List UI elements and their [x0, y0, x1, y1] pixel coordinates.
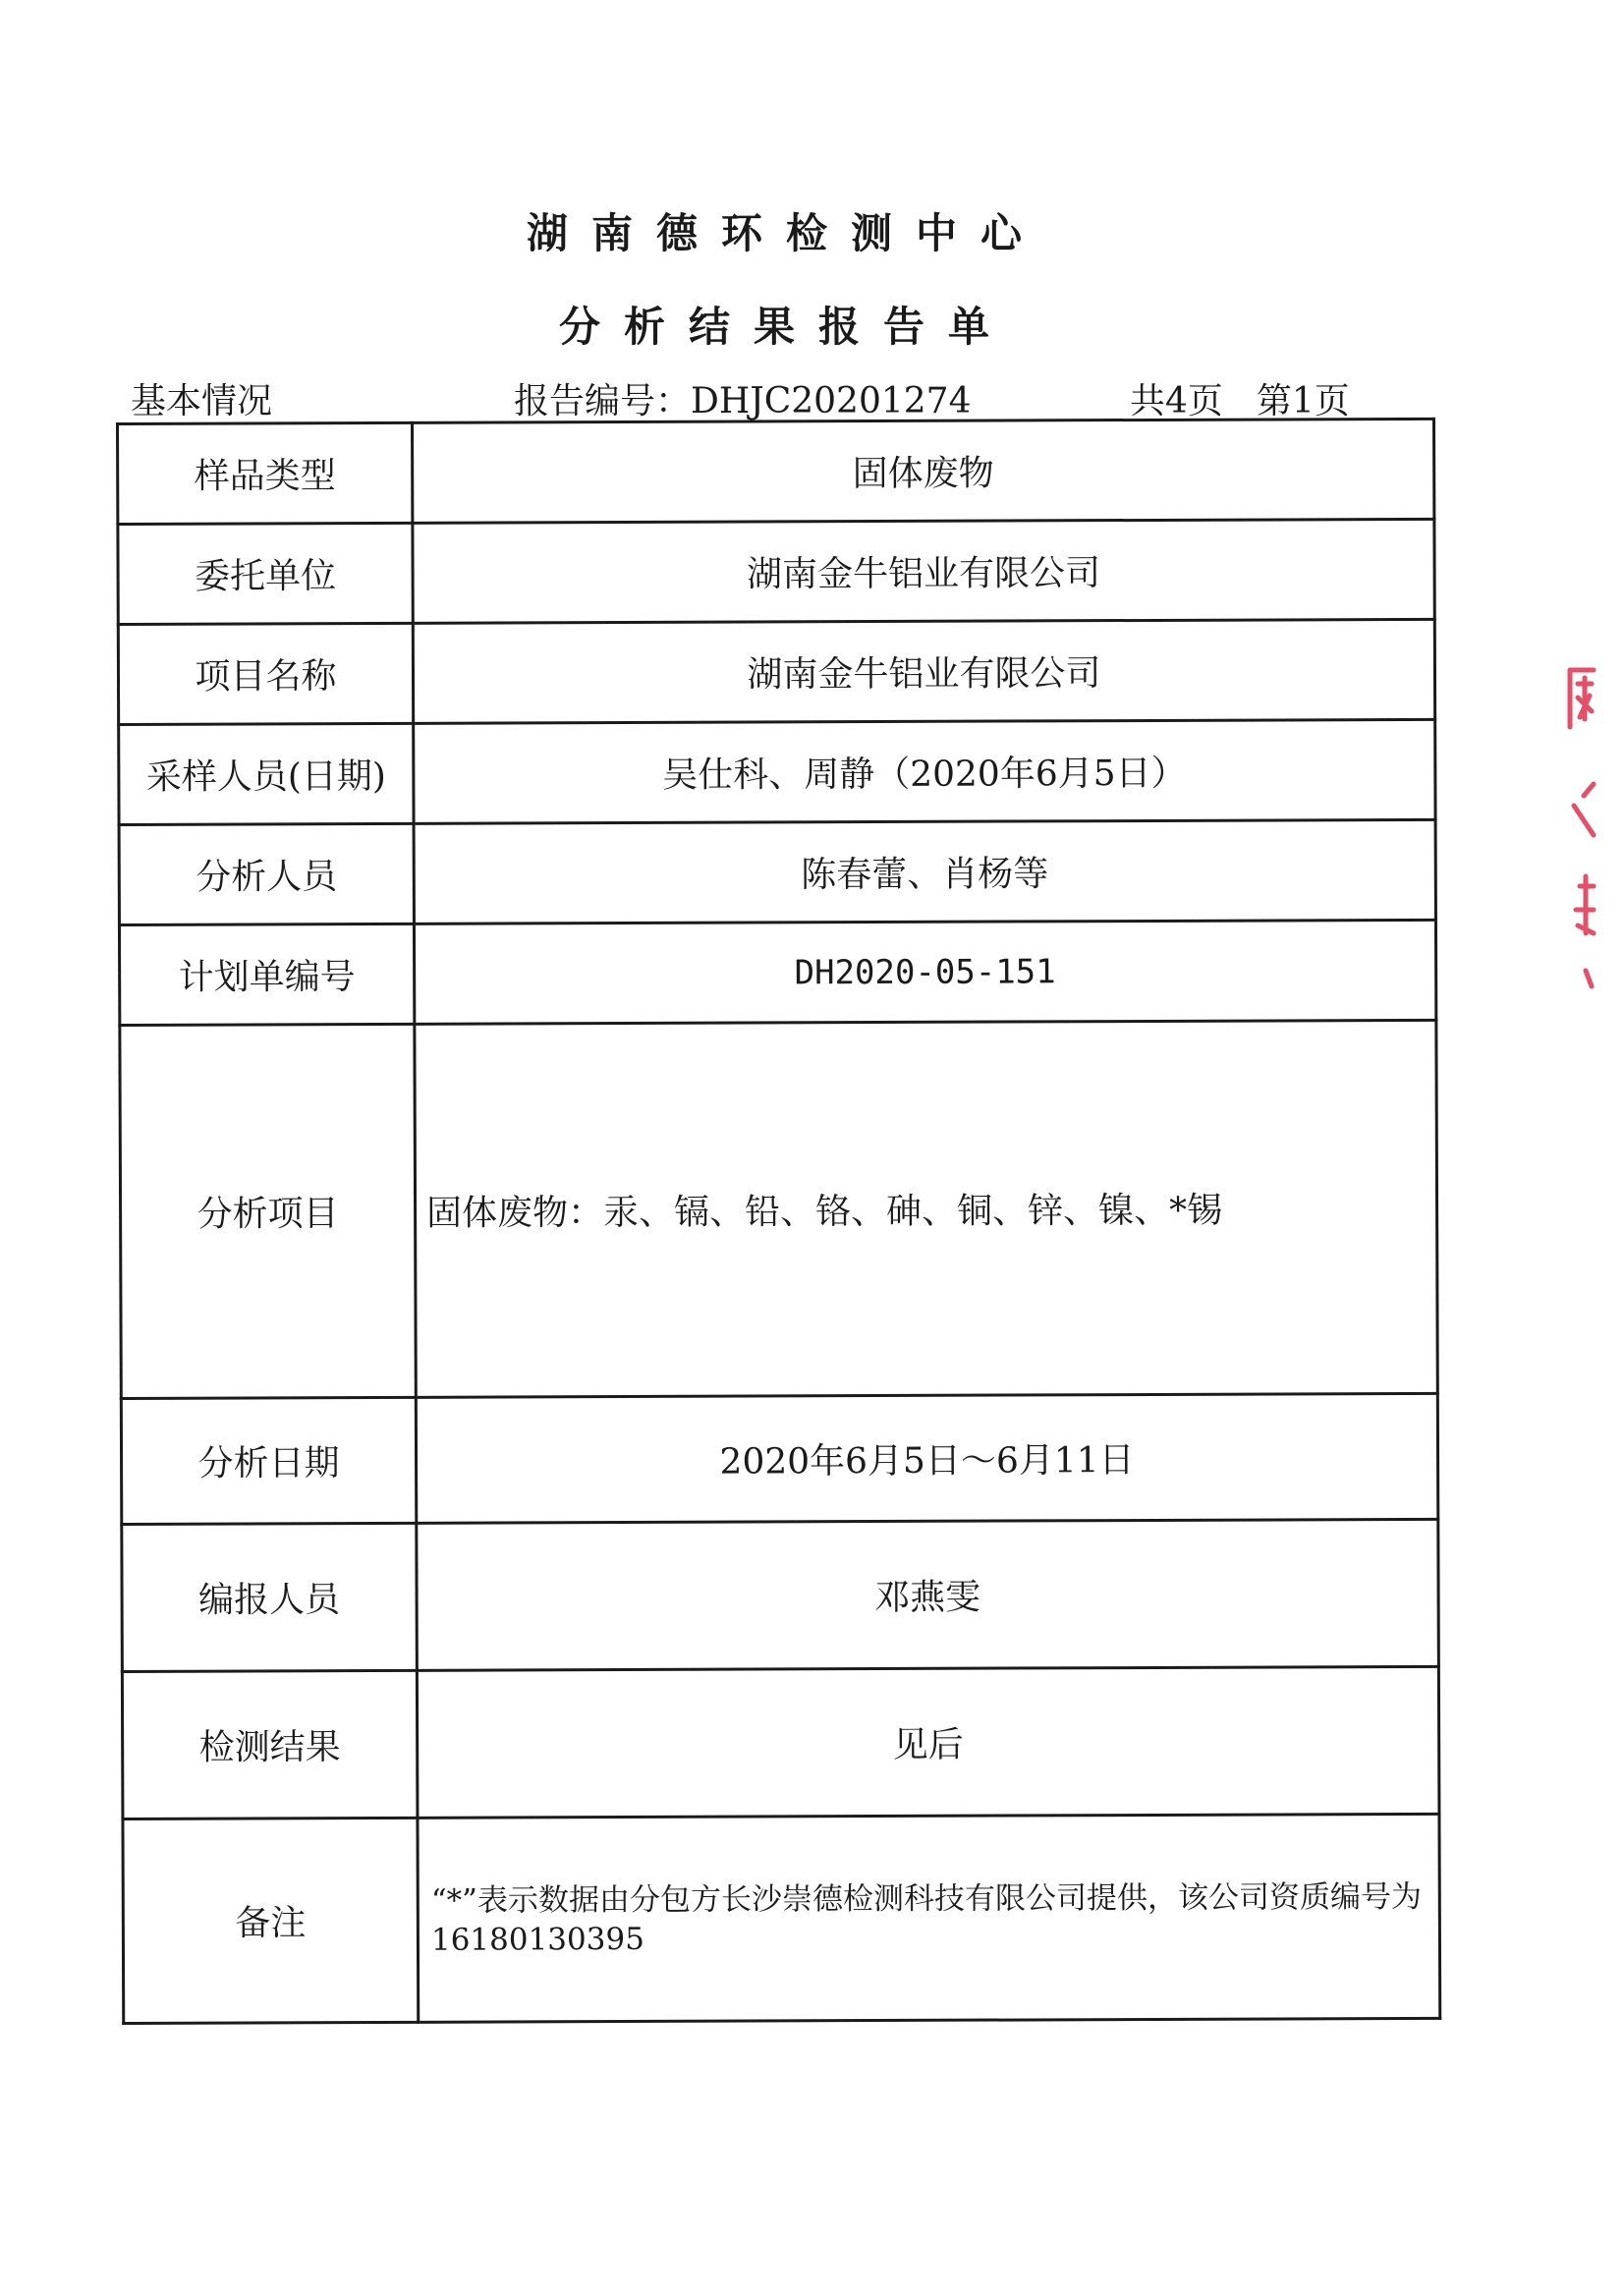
table-row: [123, 1814, 1440, 2023]
analysis-items-label: 分析项目: [120, 1024, 416, 1398]
report-number: 报告编号：DHJC20201274: [514, 381, 972, 421]
plan-number-value: DH2020-05-151: [414, 920, 1435, 1024]
current-page: 第1页: [1256, 381, 1350, 421]
sampler-value: 吴仕科、周静（2020年6月5日）: [414, 719, 1435, 823]
compiler-value: 邓燕雯: [417, 1519, 1439, 1670]
page-indicator: [1130, 373, 1350, 423]
section-label: 基本情况: [131, 381, 273, 421]
table-row: [118, 519, 1434, 624]
total-pages: 共4页: [1130, 381, 1223, 421]
remarks-label: 备注: [123, 1818, 419, 2023]
plan-number-label: 计划单编号: [119, 924, 414, 1025]
analysts-label: 分析人员: [119, 823, 414, 924]
analysis-date-value: 2020年6月5日～6月11日: [416, 1393, 1437, 1523]
document-title: 分析结果报告单: [558, 303, 1013, 351]
seal-stamp-fragment: [1560, 658, 1599, 992]
sample-type-value: 固体废物: [413, 419, 1434, 523]
client-value: 湖南金牛铝业有限公司: [413, 519, 1434, 623]
remarks-value: “*”表示数据由分包方长沙崇德检测科技有限公司提供，该公司资质编号为16180130395: [418, 1814, 1440, 2022]
table-row: [118, 619, 1434, 724]
analysts-value: 陈春蕾、肖杨等: [414, 819, 1435, 924]
analysis-date-label: 分析日期: [121, 1397, 416, 1524]
table-row: [122, 1519, 1439, 1671]
table-row: [119, 819, 1435, 924]
table-row: [119, 920, 1435, 1025]
compiler-label: 编报人员: [122, 1523, 418, 1671]
analysis-items-value: 固体废物：汞、镉、铅、铬、砷、铜、锌、镍、*锡: [415, 1020, 1437, 1397]
sample-type-label: 样品类型: [118, 422, 413, 524]
project-name-value: 湖南金牛铝业有限公司: [413, 619, 1434, 723]
table-row: [122, 1666, 1439, 1819]
basic-info-table: [116, 418, 1441, 2025]
client-label: 委托单位: [118, 523, 413, 624]
table-row: [120, 1020, 1437, 1398]
results-value: 见后: [417, 1666, 1439, 1818]
results-label: 检测结果: [122, 1670, 418, 1819]
table-row: [119, 719, 1435, 824]
table-row: [121, 1393, 1437, 1524]
sampler-label: 采样人员(日期): [119, 723, 414, 824]
table-row: [118, 419, 1434, 524]
organization-title: 湖南德环检测中心: [526, 209, 1045, 257]
project-name-label: 项目名称: [118, 623, 413, 724]
